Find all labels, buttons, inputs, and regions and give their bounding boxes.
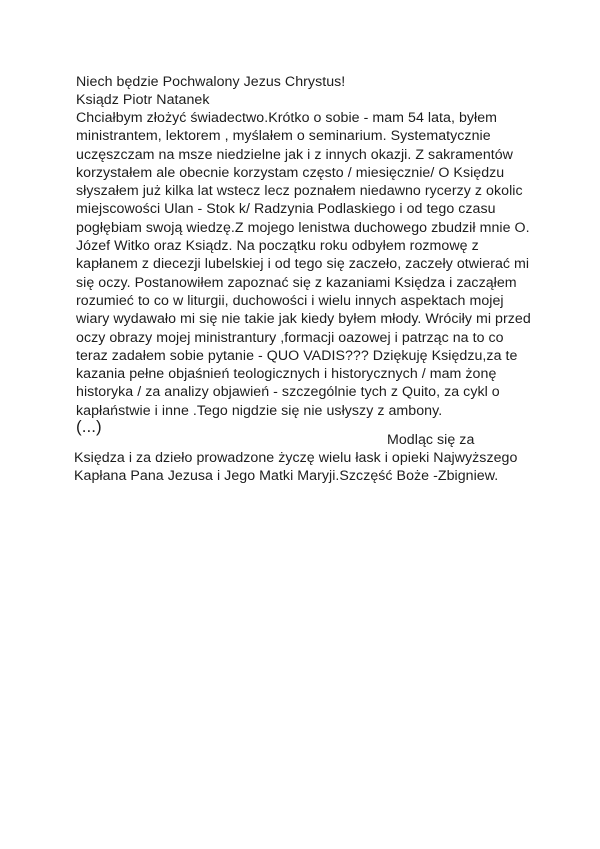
body-line: ministrantem, lektorem , myślałem o seminarium. Systematycznie <box>76 128 491 145</box>
body-line: rozumieć to co w liturgii, duchowości i wielu innych aspektach mojej <box>76 292 504 309</box>
letter-greeting: Niech będzie Pochwalony Jezus Chrystus! <box>76 74 346 90</box>
body-line: teraz zadałem sobie pytanie - QUO VADIS??? Dziękuję Księdzu,za te <box>76 347 518 364</box>
letter-closing <box>74 449 534 486</box>
body-line: kapłaństwie i inne .Tego nigdzie się nie usłyszy z ambony. <box>76 402 443 419</box>
body-line: Józef Witko oraz Ksiądz. Na początku roku odbyłem rozmowę z <box>76 238 479 255</box>
body-line: korzystałem ale obecnie korzystam często / miesięcznie/ O Księdzu <box>76 164 505 181</box>
closing-line: Kapłana Pana Jezusa i Jego Matki Maryji.Szczęść Boże -Zbigniew. <box>74 468 499 485</box>
closing-start: Modląc się za <box>387 432 475 448</box>
body-line: wiary wydawało mi się nie takie jak kiedy byłem młody. Wróciły mi przed <box>76 311 531 328</box>
letter-body <box>76 109 536 420</box>
body-line: historyka / za analizy objawień - szczególnie tych z Quito, za cykl o <box>76 384 500 401</box>
body-line: oczy obrazy mojej ministrantury ,formacji oazowej i patrząc na to co <box>76 329 504 346</box>
closing-line: Księdza i za dzieło prowadzone życzę wielu łask i opieki Najwyższego <box>74 450 518 466</box>
body-line: uczęszczam na msze niedzielne jak i z innych okazji. Z sakramentów <box>76 146 513 163</box>
body-line: Chciałbym złożyć świadectwo.Krótko o sobie - mam 54 lata, byłem <box>76 110 498 126</box>
body-line: miejscowości Ulan - Stok k/ Radzynia Podlaskiego i od tego czasu <box>76 201 496 218</box>
body-line: kapłanem z diecezji lubelskiej i od tego się zaczeło, zaczeły otwierać mi <box>76 256 530 273</box>
body-line: się oczy. Postanowiłem zapoznać się z kazaniami Księdza i zacząłem <box>76 274 517 291</box>
body-line: słyszałem już kilka lat wstecz lecz poznałem niedawno rycerzy z okolic <box>76 183 523 200</box>
omission-ellipsis: (...) <box>76 417 102 436</box>
letter-addressee: Ksiądz Piotr Natanek <box>76 92 210 108</box>
body-line: kazania pełne objaśnień teologicznych i historycznych / mam żonę <box>76 366 497 383</box>
body-line: pogłębiam swoją wiedzę.Z mojego lenistwa duchowego zbudził mnie O. <box>76 219 530 236</box>
